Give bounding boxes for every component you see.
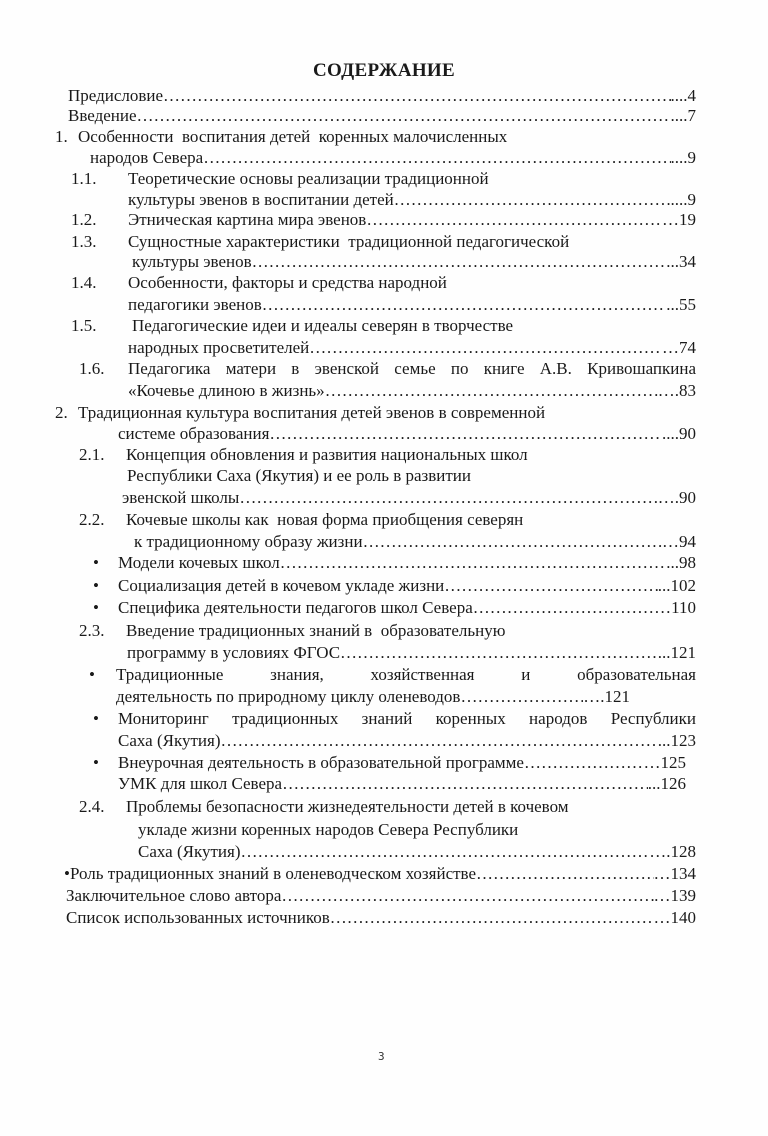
leader-dots xyxy=(366,210,662,230)
entry-text: Модели кочевых школ xyxy=(118,553,280,572)
entry-page: ….90 xyxy=(657,488,696,507)
entry-page: …125 xyxy=(643,753,686,772)
entry-number: 1.3. xyxy=(71,232,97,251)
toc-entry xyxy=(90,148,696,168)
entry-page: …139 xyxy=(653,886,696,905)
leader-dots xyxy=(269,424,662,444)
entry-line: Теоретические основы реализации традиционной xyxy=(128,169,489,188)
leader-dots xyxy=(309,338,662,358)
leader-dots xyxy=(330,908,654,928)
entry-page: ....7 xyxy=(670,106,696,125)
leader-dots xyxy=(220,731,657,751)
leader-dots xyxy=(262,295,667,315)
leader-dots xyxy=(340,643,658,663)
leader-dots xyxy=(363,532,662,552)
entry-text: Заключительное слово автора xyxy=(66,886,282,905)
entry-page: …19 xyxy=(662,210,696,229)
leader-dots xyxy=(473,598,654,618)
entry-text: народных просветителей xyxy=(128,338,310,357)
entry-page: …94 xyxy=(662,532,696,551)
bullet-icon: • xyxy=(64,864,70,883)
entry-text: УМК для школ Севера xyxy=(118,774,283,793)
leader-dots xyxy=(325,381,658,401)
entry-number: 1.1. xyxy=(71,169,97,188)
entry-line: Кочевые школы как новая форма приобщения северян xyxy=(126,510,524,529)
entry-line: укладе жизни коренных народов Севера Республики xyxy=(138,820,519,839)
entry-text: к традиционному образу жизни xyxy=(134,532,363,551)
toc-entry xyxy=(132,252,696,272)
entry-number: 2.2. xyxy=(79,510,105,529)
bullet-icon: • xyxy=(93,598,99,617)
entry-page: ...55 xyxy=(666,295,696,314)
toc-entry xyxy=(134,532,696,552)
entry-line: Введение традиционных знаний в образовательную xyxy=(126,621,506,640)
bullet-icon: • xyxy=(93,709,99,728)
entry-text: культуры эвенов xyxy=(132,252,252,271)
toc-entry xyxy=(118,576,696,596)
entry-page: ....90 xyxy=(662,424,696,443)
entry-text: Список использованных источников xyxy=(66,908,330,927)
bullet-icon: • xyxy=(93,553,99,572)
entry-page: …110 xyxy=(654,598,696,617)
entry-text: системе образования xyxy=(118,424,270,443)
entry-text: педагогики эвенов xyxy=(128,295,262,314)
entry-page: ....4 xyxy=(670,86,696,105)
toc-entry xyxy=(118,553,696,573)
entry-text: деятельность по природному циклу оленеводов xyxy=(116,687,461,706)
leader-dots xyxy=(240,842,649,862)
entry-line: Сущностные характеристики традиционной педагогической xyxy=(128,232,570,251)
leader-dots xyxy=(282,774,648,794)
entry-page: …134 xyxy=(653,864,696,883)
toc-entry xyxy=(128,338,696,358)
entry-text: эвенской школы xyxy=(122,488,240,507)
entry-page: ...123 xyxy=(657,731,696,750)
toc-entry xyxy=(127,643,696,663)
toc-entry xyxy=(138,842,696,862)
toc-entry xyxy=(118,424,696,444)
entry-number: 1. xyxy=(55,127,68,146)
page-number: 3 xyxy=(378,1050,385,1063)
toc-entry xyxy=(118,774,686,794)
entry-page: ...126 xyxy=(647,774,686,793)
entry-text: Этническая картина мира эвенов xyxy=(128,210,367,229)
toc-title: СОДЕРЖАНИЕ xyxy=(313,60,455,81)
entry-page: ...102 xyxy=(657,576,696,595)
leader-dots xyxy=(476,864,653,884)
entry-text: культуры эвенов в воспитании детей xyxy=(128,190,394,209)
toc-entry xyxy=(118,598,696,618)
toc-entry xyxy=(116,687,630,707)
leader-dots xyxy=(394,190,671,210)
entry-number: 2.4. xyxy=(79,797,105,816)
entry-line: Традиционная культура воспитания детей эвенов в современной xyxy=(78,403,546,422)
entry-page: ...121 xyxy=(657,643,696,662)
entry-line: Концепция обновления и развития национальных школ xyxy=(126,445,528,464)
entry-line: Проблемы безопасности жизнедеятельности детей в кочевом xyxy=(126,797,569,816)
toc-entry xyxy=(66,908,696,928)
toc-entry xyxy=(128,295,696,315)
entry-page: …140 xyxy=(653,908,696,927)
entry-text: Внеурочная деятельность в образовательной программе xyxy=(118,753,524,772)
toc-entry xyxy=(64,864,696,884)
leader-dots xyxy=(444,576,657,596)
leader-dots xyxy=(239,488,657,508)
entry-line: Педагогические идеи и идеалы северян в творчестве xyxy=(132,316,514,335)
bullet-icon: • xyxy=(89,665,95,684)
leader-dots xyxy=(163,86,670,106)
toc-entry xyxy=(128,210,696,230)
entry-line: Педагогика матери в эвенской семье по книге А.В. Кривошапкина xyxy=(128,359,696,378)
leader-dots xyxy=(281,886,653,906)
entry-text: Социализация детей в кочевом укладе жизни xyxy=(118,576,445,595)
entry-number: 1.6. xyxy=(79,359,105,378)
bullet-icon: • xyxy=(93,753,99,772)
entry-page: ....9 xyxy=(670,148,696,167)
leader-dots xyxy=(524,753,644,773)
toc-entry xyxy=(128,190,696,210)
entry-line: Республики Саха (Якутия) и ее роль в развитии xyxy=(127,466,472,485)
entry-page: ...34 xyxy=(666,252,696,271)
entry-text: «Кочевье длиною в жизнь» xyxy=(128,381,325,400)
entry-text: Предисловие xyxy=(68,86,164,105)
leader-dots xyxy=(460,687,583,707)
entry-page: ….83 xyxy=(657,381,696,400)
entry-page: ...98 xyxy=(666,553,696,572)
entry-number: 2.3. xyxy=(79,621,105,640)
leader-dots xyxy=(137,106,671,126)
entry-text: программу в условиях ФГОС xyxy=(127,643,341,662)
entry-line: Традиционные знания, хозяйственная и образовательная xyxy=(116,665,696,684)
entry-text: Роль традиционных знаний в оленеводческом хозяйстве xyxy=(69,864,477,883)
entry-text: народов Севера xyxy=(90,148,204,167)
toc-entry xyxy=(66,886,696,906)
toc-entry xyxy=(68,106,696,126)
entry-text: Специфика деятельности педагогов школ Севера xyxy=(118,598,473,617)
entry-line: Мониторинг традиционных знаний коренных народов Республики xyxy=(118,709,696,728)
entry-number: 1.4. xyxy=(71,273,97,292)
entry-page: ….128 xyxy=(649,842,696,861)
toc-entry xyxy=(122,488,696,508)
leader-dots xyxy=(252,252,667,272)
toc-entry xyxy=(68,86,696,106)
toc-entry xyxy=(128,381,696,401)
entry-text: Введение xyxy=(68,106,137,125)
entry-line: Особенности, факторы и средства народной xyxy=(128,273,447,292)
entry-page: ....9 xyxy=(670,190,696,209)
entry-number: 1.2. xyxy=(71,210,97,229)
bullet-icon: • xyxy=(93,576,99,595)
entry-text: Саха (Якутия) xyxy=(118,731,221,750)
entry-line: Особенности воспитания детей коренных малочисленных xyxy=(78,127,508,146)
entry-page: ….121 xyxy=(583,687,630,706)
toc-entry xyxy=(118,753,686,773)
entry-number: 2.1. xyxy=(79,445,105,464)
entry-number: 2. xyxy=(55,403,68,422)
toc-entry xyxy=(118,731,696,751)
entry-page: …74 xyxy=(662,338,696,357)
entry-number: 1.5. xyxy=(71,316,97,335)
leader-dots xyxy=(280,553,667,573)
leader-dots xyxy=(203,148,670,168)
entry-text: Саха (Якутия) xyxy=(138,842,241,861)
